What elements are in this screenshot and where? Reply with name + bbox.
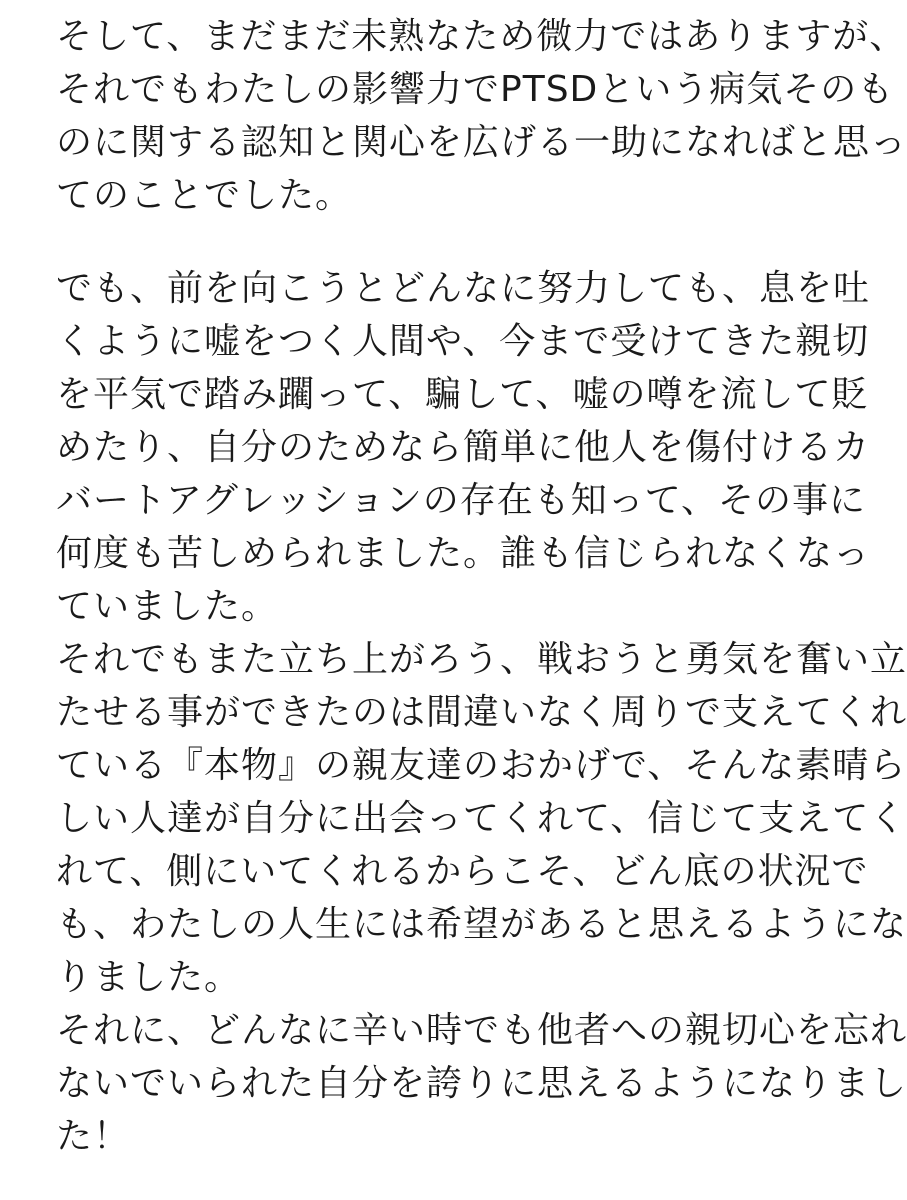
blank-line <box>56 222 796 262</box>
text-line: それでもまた立ち上がろう、戦おうと勇気を奮い立 <box>56 639 907 680</box>
text-line: しい人達が自分に出会ってくれて、信じて支えてく <box>56 798 907 839</box>
text-line: た！ <box>56 1116 131 1157</box>
text-line: ないでいられた自分を誇りに思えるようになりまし <box>56 1063 907 1104</box>
text-line: のに関する認知と関心を広げる一助になればと思っ <box>56 122 907 163</box>
text-line: も、わたしの人生には希望があると思えるようにな <box>56 904 907 945</box>
text-line: れて、側にいてくれるからこそ、どん底の状況で <box>56 851 869 892</box>
text-line: ていました。 <box>56 586 279 627</box>
text-line: りました。 <box>56 957 242 998</box>
text-line: ている『本物』の親友達のおかげで、そんな素晴ら <box>56 745 907 786</box>
text-line: くように嘘をつく人間や、今まで受けてきた親切 <box>56 321 870 362</box>
text-line: てのことでした。 <box>56 175 353 216</box>
text-line: 何度も苦しめられました。誰も信じられなくなっ <box>56 533 871 574</box>
text-line: それに、どんなに辛い時でも他者への親切心を忘れ <box>56 1010 907 1051</box>
text-line: でも、前を向こうとどんなに努力しても、息を吐 <box>56 268 871 309</box>
text-line: めたり、自分のためなら簡単に他人を傷付けるカ <box>56 427 871 468</box>
text-line: たせる事ができたのは間違いなく周りで支えてくれ <box>56 692 907 733</box>
text-line: それでもわたしの影響力でPTSDという病気そのも <box>56 69 895 110</box>
text-line: を平気で踏み躙って、騙して、嘘の噂を流して貶 <box>56 374 869 415</box>
text-line: そして、まだまだ未熟なため微力ではありますが、 <box>56 16 907 57</box>
text-line: バートアグレッションの存在も知って、その事に <box>56 480 867 521</box>
